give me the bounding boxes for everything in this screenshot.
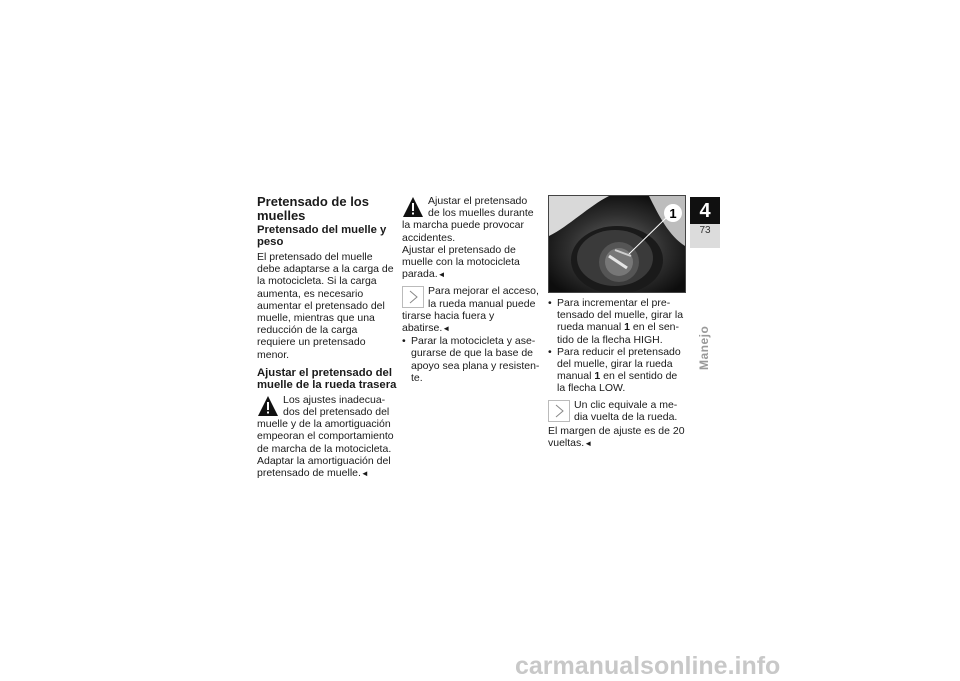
section-label: Manejo <box>697 325 711 370</box>
callout-ref: 1 <box>624 321 630 334</box>
column-1 <box>257 195 397 480</box>
chapter-tab <box>690 197 720 248</box>
list-text: Para reducir el pretensado del muelle, girar la rueda manual <box>557 345 681 383</box>
warning-text: Los ajustes inadecua-dos del pretensado del muelle y de la amortiguación empeoran el comportamiento de marcha de la motocicleta. Adaptar la amortiguación del pretensado de muelle. <box>257 393 394 480</box>
column-3 <box>548 195 688 450</box>
section-label-wrap <box>697 310 713 370</box>
subsection-heading: Pretensado del muelle y peso <box>257 224 387 248</box>
info-text: Para mejorar el acceso, la rueda manual puede tirarse hacia fuera y abatirse. <box>402 285 539 335</box>
warning-triangle-icon <box>402 196 424 218</box>
end-mark: ◄ <box>442 324 451 334</box>
page-number: 73 <box>699 225 711 236</box>
photo-callout: 1 <box>669 206 677 221</box>
info-text-2-body: El margen de ajuste es de 20 vueltas. <box>548 424 685 449</box>
info-note <box>548 399 688 425</box>
list-item <box>548 346 688 395</box>
list-item: • Parar la motocicleta y ase-gurarse de que la base de apoyo sea plana y resisten-te. <box>402 335 540 384</box>
info-arrow-icon <box>402 286 424 308</box>
info-note <box>402 285 540 335</box>
chapter-number: 4 <box>690 197 720 224</box>
end-mark: ◄ <box>437 270 446 280</box>
list-text: en el sen-tido de la flecha HIGH. <box>557 321 680 346</box>
instruction-list <box>548 297 688 395</box>
subsection-heading-adjust: Ajustar el pretensado del muelle de la rueda trasera <box>257 366 397 391</box>
warning-text: Ajustar el pretensado de los muelles durante la marcha puede provocar accidentes. <box>402 195 534 244</box>
warning-note <box>402 195 540 244</box>
warning-triangle-icon <box>257 395 279 417</box>
section-heading: Pretensado de los muelles <box>257 194 369 223</box>
instruction-list <box>402 335 540 384</box>
intro-paragraph: El pretensado del muelle debe adaptarse a la carga de la motocicleta. Si la carga aumenta, es necesario aumentar el pretensado del muelle, mientras que una reducción de la carga requiere un pretensado menor. <box>257 251 394 361</box>
end-mark: ◄ <box>360 469 369 479</box>
shock-adjuster-photo <box>548 195 686 293</box>
callout-ref: 1 <box>594 370 601 383</box>
warning-text-2 <box>402 244 540 282</box>
list-item <box>548 297 688 346</box>
list-text: en el sentido de la flecha LOW. <box>557 370 678 395</box>
warning-text-2-body: Ajustar el pretensado de muelle con la motocicleta parada. <box>402 243 520 281</box>
watermark: carmanualsonline.info <box>515 652 781 680</box>
info-text: Un clic equivale a me-dia vuelta de la rueda. <box>574 398 678 423</box>
list-text: Para incrementar el pre-tensado del muelle, girar la rueda manual <box>557 297 684 334</box>
info-arrow-icon <box>548 400 570 422</box>
end-mark: ◄ <box>584 438 593 448</box>
column-2 <box>402 195 540 384</box>
warning-note <box>257 394 397 480</box>
info-text-2 <box>548 425 688 450</box>
